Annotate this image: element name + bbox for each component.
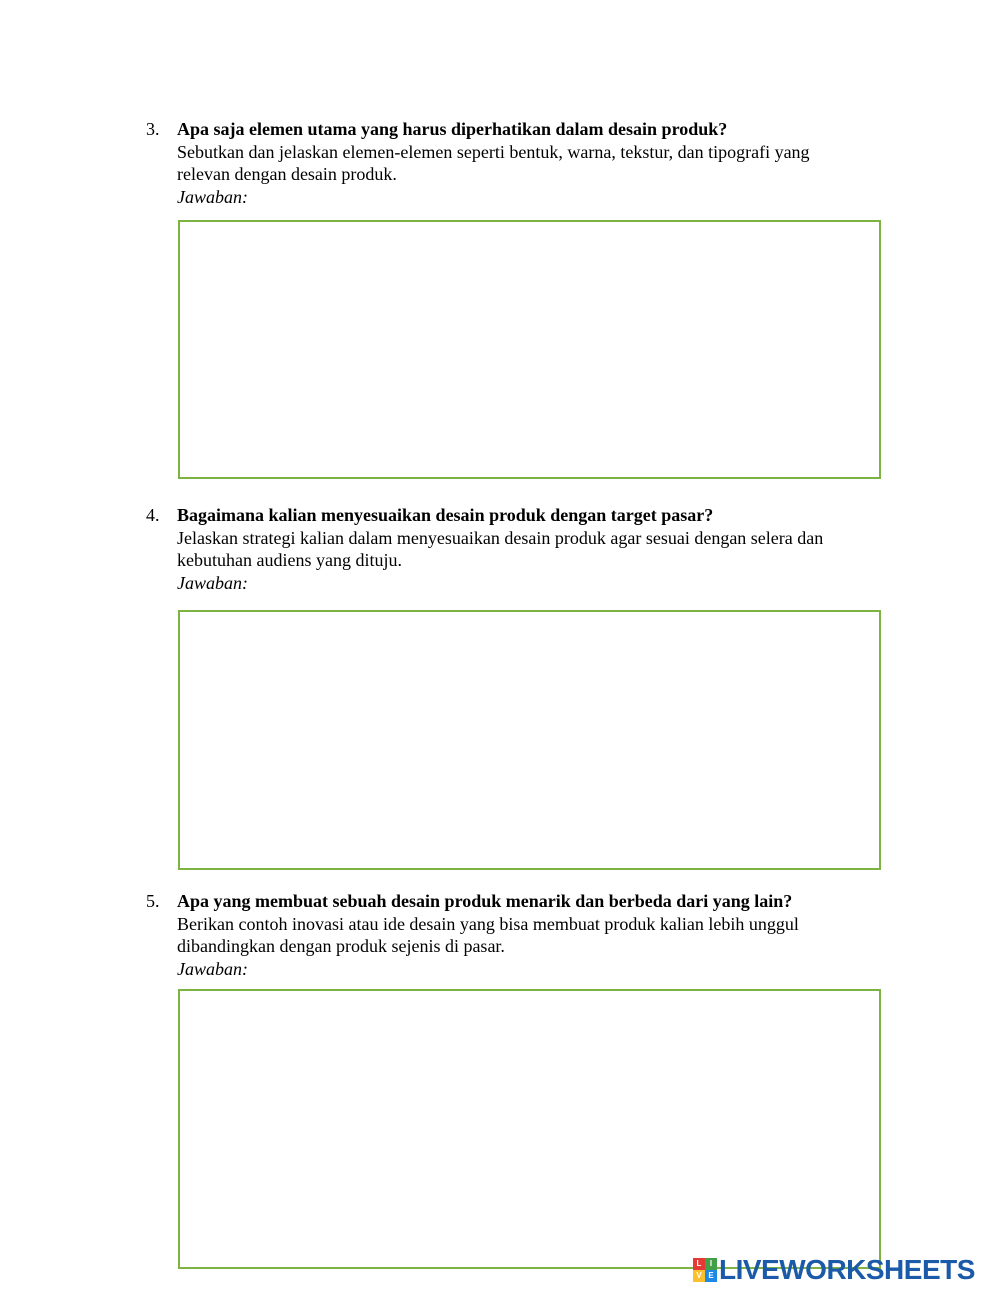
question-title: Bagaimana kalian menyesuaikan desain produk dengan target pasar? — [177, 505, 714, 525]
answer-label: Jawaban: — [177, 572, 248, 593]
question-title: Apa yang membuat sebuah desain produk menarik dan berbeda dari yang lain? — [177, 891, 793, 911]
logo-text: LIVEWORKSHEETS — [719, 1254, 975, 1285]
answer-box-5[interactable] — [178, 989, 881, 1269]
answer-box-4[interactable] — [178, 610, 881, 870]
answer-input-3[interactable] — [180, 222, 879, 477]
question-description: dibandingkan dengan produk sejenis di pasar. — [177, 936, 505, 956]
question-4 — [146, 504, 906, 594]
logo-mark-cell: E — [705, 1270, 717, 1282]
logo-mark-icon — [693, 1258, 717, 1282]
question-number: 4. — [146, 505, 160, 525]
question-title: Apa saja elemen utama yang harus diperhatikan dalam desain produk? — [177, 119, 728, 139]
logo-mark-cell: I — [705, 1258, 717, 1270]
question-description: relevan dengan desain produk. — [177, 164, 397, 184]
question-number: 5. — [146, 891, 160, 911]
answer-input-4[interactable] — [180, 612, 879, 868]
answer-label: Jawaban: — [177, 186, 248, 207]
answer-box-3[interactable] — [178, 220, 881, 479]
question-description: Jelaskan strategi kalian dalam menyesuaikan desain produk agar sesuai dengan selera dan — [177, 527, 824, 548]
liveworksheets-logo — [693, 1256, 975, 1284]
question-number: 3. — [146, 119, 160, 139]
logo-mark-cell: V — [693, 1270, 705, 1282]
question-5 — [146, 890, 906, 980]
answer-input-5[interactable] — [180, 991, 879, 1267]
answer-label: Jawaban: — [177, 958, 248, 979]
question-description: kebutuhan audiens yang dituju. — [177, 550, 402, 570]
question-description: Berikan contoh inovasi atau ide desain yang bisa membuat produk kalian lebih unggul — [177, 913, 799, 934]
question-3 — [146, 118, 906, 208]
logo-mark-cell: L — [693, 1258, 705, 1270]
question-description: Sebutkan dan jelaskan elemen-elemen seperti bentuk, warna, tekstur, dan tipografi yang — [177, 141, 810, 162]
